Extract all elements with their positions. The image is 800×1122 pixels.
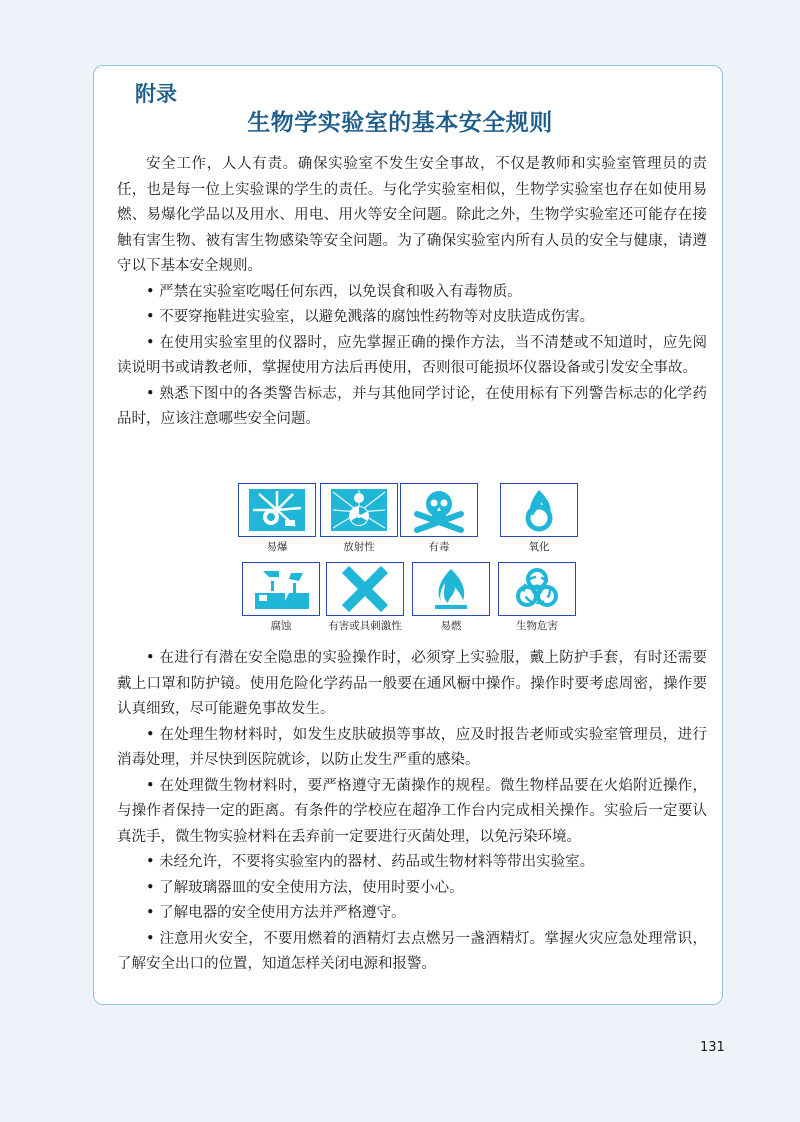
harmful-cross-icon [329,565,401,613]
sign-label: 有害或具刺激性 [328,620,402,632]
corrosive-icon [245,565,317,613]
sign-label: 生物危害 [516,620,558,632]
rule-fire-safety: • 注意用火安全，不要用燃着的酒精灯去点燃另一盏酒精灯。掌握火灾应急处理常识，了解安全出口的位置，知道怎样关闭电源和报警。 [117,930,707,972]
rule-glassware: • 了解玻璃器皿的安全使用方法，使用时要小心。 [146,879,464,896]
warning-sign-grid [238,483,583,633]
radioactive-icon [323,486,395,534]
toxic-skull-icon [403,486,475,534]
explosive-icon [241,486,313,534]
sign-radioactive [320,483,398,554]
rule-electrical: • 了解电器的安全使用方法并严格遵守。 [146,905,406,921]
rule-no-slippers: • 不要穿拖鞋进实验室，以避免溅落的腐蚀性药物等对皮肤造成伤害。 [146,309,595,325]
sign-corrosive [242,562,320,633]
rule-warning-signs: • 熟悉下图中的各类警告标志，并与其他同学讨论，在使用标有下列警告标志的化学药品时，应该注意哪些安全问题。 [117,385,707,427]
intro-paragraph: 安全工作，人人有责。确保实验室不发生安全事故，不仅是教师和实验室管理员的责任，也是每一位上实验课的学生的责任。与化学实验室相似，生物学实验室也存在如使用易燃、易爆化学品以及用水、用电、用火等安全问题。除此之外，生物学实验室还可能存在接触有害生物、被有害生物感染等安全问题。为了确保实验室内所有人员的安全与健康，请遵守以下基本安全规则。 [117,156,707,274]
sign-harmful [326,562,404,633]
rule-instruments: • 在使用实验室里的仪器时，应先掌握正确的操作方法，当不清楚或不知道时，应先阅读说明书或请教老师，掌握使用方法后再使用，否则很可能损坏仪器设备或引发安全事故。 [117,334,707,376]
sign-label: 有毒 [428,541,450,553]
biohazard-icon [501,565,573,613]
sign-flammable [412,562,490,633]
text-block-before [117,152,707,433]
rule-bio-material: • 在处理生物材料时，如发生皮肤破损等事故，应及时报告老师或实验室管理员，进行消毒处理，并尽快到医院就诊，以防止发生严重的感染。 [117,726,707,768]
rule-no-eating: • 严禁在实验室吃喝任何东西，以免误食和吸入有毒物质。 [146,283,522,300]
appendix-label: 附录 [135,82,177,106]
page-title: 生物学实验室的基本安全规则 [247,110,553,136]
sign-label: 易燃 [440,620,462,632]
sign-label: 放射性 [343,541,375,553]
sign-label: 氧化 [528,541,550,553]
sign-oxidizer [500,483,578,554]
text-block-after [117,646,707,978]
sign-explosive [238,483,316,554]
rule-microbes: • 在处理微生物材料时，要严格遵守无菌操作的规程。微生物样品要在火焰附近操作，与操作者保持一定的距离。有条件的学校应在超净工作台内完成相关操作。实验后一定要认真洗手，微生物实验材料在丢弃前一定要进行灭菌处理，以免污染环境。 [117,777,707,845]
page-number: 131 [700,1040,725,1055]
sign-toxic [400,483,478,554]
flammable-icon [415,565,487,613]
rule-protective-gear: • 在进行有潜在安全隐患的实验操作时，必须穿上实验服，戴上防护手套，有时还需要戴上口罩和防护镜。使用危险化学药品一般要在通风橱中操作。操作时要考虑周密，操作要认真细致，尽可能避免事故发生。 [117,650,707,717]
sign-label: 易爆 [266,541,288,553]
sign-label: 腐蚀 [270,620,292,632]
rule-no-removal: • 未经允许，不要将实验室内的器材、药品或生物材料等带出实验室。 [146,854,595,870]
oxidizer-icon [503,486,575,534]
sign-biohazard [498,562,576,633]
